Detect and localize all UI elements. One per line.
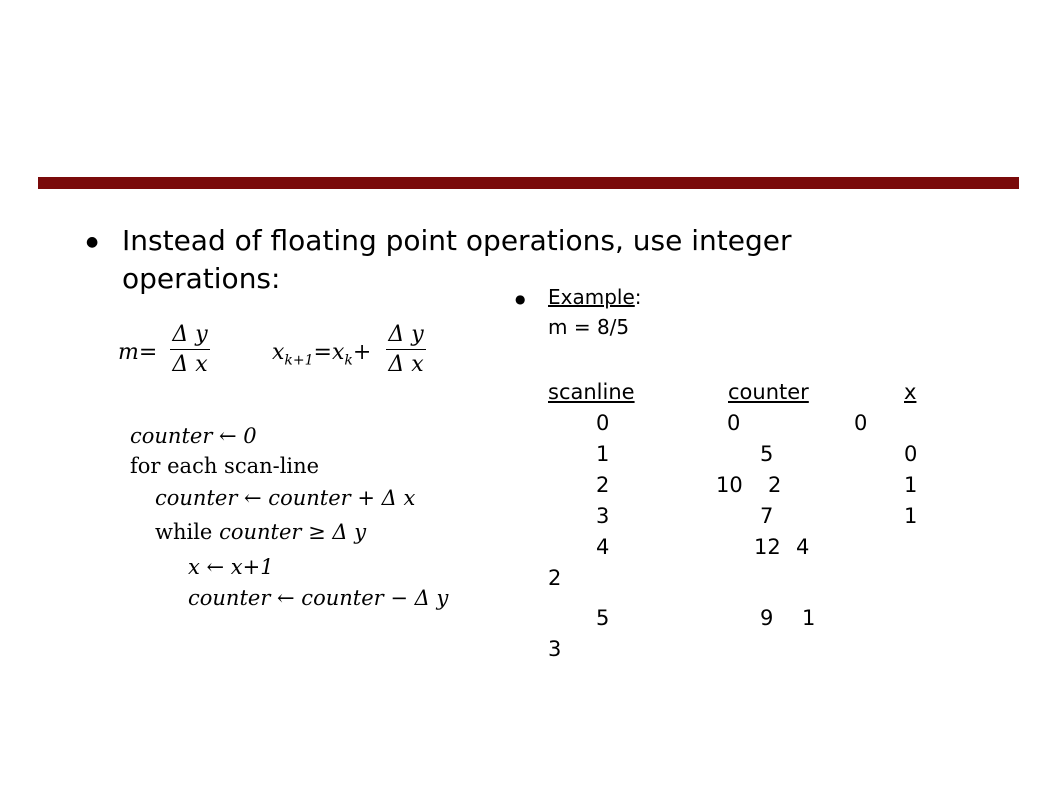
table-cell: 0 [904, 442, 918, 466]
table-cell: 2 [596, 473, 610, 497]
algo-line-2: for each scan-line [130, 454, 320, 478]
table-cell: 3 [548, 637, 562, 661]
table-cell: 1 [802, 606, 816, 630]
table-header-x: x [904, 380, 917, 404]
table-cell: 3 [596, 504, 610, 528]
algo-line-4: while counter ≥ Δ y [155, 520, 367, 544]
formula-m: m= [118, 340, 158, 365]
table-header-scanline: scanline [548, 380, 635, 404]
table-cell: 4 [596, 535, 610, 559]
header-rule [38, 177, 1019, 189]
formula-x: $x_{k+1}=x_k+$ [272, 340, 372, 369]
algo-line-1: counter ← 0 [130, 424, 257, 448]
formula-x-fraction: Δ y Δ x [386, 322, 426, 377]
example-m-line: m = 8/5 [548, 315, 630, 339]
table-cell: 1 [904, 504, 918, 528]
main-bullet-text: Instead of floating point operations, use integer operations: [122, 224, 792, 295]
table-cell: 4 [796, 535, 810, 559]
table-cell: 1 [904, 473, 918, 497]
table-cell: 2 [768, 473, 782, 497]
algo-line-5: x ← x+1 [188, 555, 274, 579]
table-cell: 0 [596, 411, 610, 435]
table-cell: 0 [854, 411, 868, 435]
algo-line-3: counter ← counter + Δ x [155, 486, 416, 510]
table-header-gap [830, 378, 905, 404]
table-cell: 1 [596, 442, 610, 466]
example-block: Example: m = 8/5 [548, 282, 642, 342]
formula-m-fraction: Δ y Δ x [170, 322, 210, 377]
table-cell: 2 [548, 566, 562, 590]
table-cell: 10 [716, 473, 743, 497]
table-cell: 9 [760, 606, 774, 630]
algo-line-6: counter ← counter − Δ y [188, 586, 449, 610]
table-cell: 5 [596, 606, 610, 630]
bullet-icon: ● [515, 292, 526, 306]
table-cell: 12 [754, 535, 781, 559]
table-cell: 0 [727, 411, 741, 435]
bullet-icon: ● [86, 234, 99, 250]
table-cell: 5 [760, 442, 774, 466]
table-header-counter: counter [728, 380, 809, 404]
table-cell: 7 [760, 504, 774, 528]
example-label: Example [548, 285, 635, 309]
table-header-gap [653, 378, 728, 404]
